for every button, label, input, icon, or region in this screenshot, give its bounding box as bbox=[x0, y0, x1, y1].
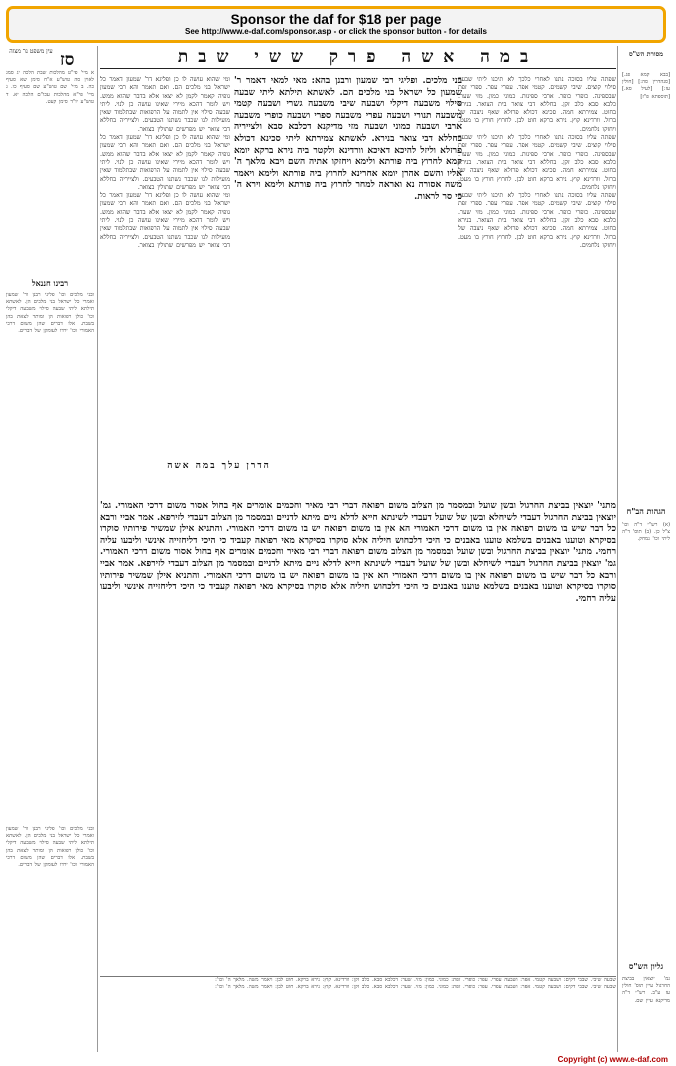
rashi-text-continued: שפתה עליו בסוכה נתנו לאחרי כלכך לא תיכנו ליתי שבעה סילוי קוצים. שיבי קשמים. קטמי אפר. עפרי עפר. ספרי זפת שבספינה. כופרי כופר. ארבי ספינות. כמוני כמון. מזי שער. כלבא סבא כלב זקן. בחללא דבי צואר בית הצואר. בנירא בחוט. צמירתא חמה. סכינא דכולא פרזלא שאף ניצבה של ברזל. וורדינא קוץ. נירא ברקא חוט לבן. לחרוץ חורץ בו מעט. ויחזקו נלחמים. bbox=[458, 134, 616, 191]
tosfos-column bbox=[100, 76, 230, 481]
hadran-label: הדרן עלך במה אשה bbox=[167, 461, 271, 471]
copyright-notice[interactable]: Copyright (c) www.e-daf.com bbox=[557, 1055, 668, 1064]
right-margin-column bbox=[620, 46, 672, 1052]
tosfos-text-continued: ומי שהוא עושה לו כן ופליגא דר' שמעון דאמר כל ישראל בני מלכים הם. ואם תאמר והא רבי שמעון גופיה קאמר לקמן לא יצאו אלא בדבר שהוא ממש. ויש לומר דהכא מיירי שאינו עושה כן לנוי. ליתי שבעה סילוי אין לתמוה על הרפואות שבתלמוד שאין מועילות לנו שכבר נשתנו הטבעים. ולצייריה בחללא דבי צואר יש מפרשים שתולין בצואר. bbox=[100, 134, 230, 191]
rashi-text: שפתה עליו בסוכה נתנו לאחרי כלכך לא תיכנו ליתי שבעה סילוי קוצים. שיבי קשמים. קטמי אפר. עפרי עפר. ספרי זפת שבספינה. כופרי כופר. ארבי ספינות. כמוני כמון. מזי שער. כלבא סבא כלב זקן. בחללא דבי צואר בית הצואר. בנירא בחוט. צמירתא חמה. סכינא דכולא פרזלא שאף ניצבה של ברזל. וורדינא קוץ. נירא ברקא חוט לבן. לחרוץ חורץ בו מעט. ויחזקו נלחמים. bbox=[458, 76, 616, 133]
right-divider bbox=[617, 46, 618, 1052]
ein-mishpat-label: עין משפט נר מצוה bbox=[9, 48, 53, 55]
sponsor-banner[interactable] bbox=[6, 6, 666, 43]
mishna-text: מתני' יוצאין בביצת החרגול ובשן שועל ובמסמר מן הצלוב משום רפואה דברי רבי מאיר וחכמים אומרים אף בחול אסור משום דרכי האמורי. גמ' יוצאין בביצת החרגול דעבדי לשיחלא ובשן של שועל דעבדי לשינתא חייא לדלא ניים מיתא לדניים ובמסמר מן הצלוב דעבדי לזירפא. אמר אביי ורבא כל דבר שיש בו משום רפואה אין בו משום דרכי האמורי הא אין בו משום רפואה יש בו משום דרכי האמורי. והתניא אילן שמשיר פירותיו סוקרו בסיקרא וטוענו באבנים בשלמא טוענו באבנים כי היכי דלכחוש חיליה אלא סוקרו בסיקרא מאי רפואה קעביד כי היכי דליחזייה אינשי וליבעו עליה רחמי. bbox=[100, 501, 616, 558]
tosfos-text-continued-2: ומי שהוא עושה לו כן ופליגא דר' שמעון דאמר כל ישראל בני מלכים הם. ואם תאמר והא רבי שמעון גופיה קאמר לקמן לא יצאו אלא בדבר שהוא ממש. ויש לומר דהכא מיירי שאינו עושה כן לנוי. ליתי שבעה סילוי אין לתמוה על הרפואות שבתלמוד שאין מועילות לנו שכבר נשתנו הטבעים. ולצייריה בחללא דבי צואר יש מפרשים שתולין בצואר. bbox=[100, 192, 230, 249]
chananel-text: ובני מלכים וכו' פליגי רבנן ור' שמעון ואמרי כל ישראל בני מלכים הן. לאשתא תילתא ליתי שבעה סילוי משבעה דיקלי וכו' כולן רפואות הן ומותר לצאת בהן בשבת. אלו דברים שהן משום דרכי האמורי וכו' ירדו לעומקן של דברים. bbox=[6, 292, 94, 335]
chananel-label: רבינו חננאל bbox=[31, 278, 69, 288]
gemara-lower bbox=[100, 501, 616, 971]
tosfos-text: ומי שהוא עושה לו כן ופליגא דר' שמעון דאמר כל ישראל בני מלכים הם. ואם תאמר והא רבי שמעון גופיה קאמר לקמן לא יצאו אלא בדבר שהוא ממש. ויש לומר דהכא מיירי שאינו עושה כן לנוי. ליתי שבעה סילוי אין לתמוה על הרפואות שבתלמוד שאין מועילות לנו שכבר נשתנו הטבעים. ולצייריה בחללא דבי צואר יש מפרשים שתולין בצואר. bbox=[100, 76, 230, 133]
left-divider bbox=[97, 46, 98, 1052]
sponsor-title[interactable]: Sponsor the daf for $18 per page bbox=[230, 12, 442, 27]
mishna-text-continued: מתני' יוצאין בביצת החרגול ובשן שועל ובמסמר מן הצלוב משום רפואה דברי רבי מאיר וחכמים אומרים אף בחול אסור משום דרכי האמורי. גמ' יוצאין בביצת החרגול דעבדי לשיחלא ובשן של שועל דעבדי לשינתא חייא לדלא ניים מיתא לדניים ובמסמר מן הצלוב דעבדי לזירפא. אמר אביי ורבא כל דבר שיש בו משום רפואה אין בו משום דרכי האמורי הא אין בו משום רפואה יש בו משום דרכי האמורי. והתניא אילן שמשיר פירותיו סוקרו בסיקרא וטוענו באבנים בשלמא טוענו באבנים כי היכי דלכחוש חיליה אלא סוקרו בסיקרא מאי רפואה קעביד כי היכי דליחזייה אינשי וליבעו עליה רחמי. bbox=[100, 547, 616, 604]
gemara-upper: בני מלכים. ופליגי רבי שמעון ורבנן בהא: מאי למאי דאמר ר' שמעון כל ישראל בני מלכים הם. לאשתא תילתא ליתי שבעה סילוי משבעה דיקלי ושבעה שיבי משבעה גשרי ושבעה קטמי משבעה תנורי ושבעה עפרי משבעה ספרי ושבעה כופרי משבעה ארבי ושבעה כמוני ושבעה מזי מדיקנא דכלבא סבא ולצייריה בחללא דבי צואר בנירא. לאשתא צמירתא ליתי סכינא דכולא פרזלא וליזל להיכא דאיכא וורדינא ולקטר ביה נירא ברקא יומא קמא לחרוץ ביה פורתא ולימא ויחזקו אתיה השם ויבא מלאך ה' אליו והשם אהרן יומא אחרינא לחרוץ ביה פורתא ולימא ויאמר משה אסורה נא ואראה למחר לחרוץ ביה פורתא ולימא וירא ה' כי סר לראות. bbox=[234, 76, 462, 202]
hagahot-text: (א) רש"י ד"ה וכו' צ"ל כן. (ב) תוס' ד"ה ליתי וכו' נמחק. bbox=[622, 522, 670, 543]
hagahot-label: הגהות הב"ח bbox=[626, 506, 666, 516]
left-margin-column bbox=[4, 46, 96, 1052]
ein-mishpat-text: א מיי' פי"ט מהלכות שבת הלכה יג סמג לאוין סה טוש"ע א"ח סימן שא סעיף כה. ב מיי' שם טוש"ע שם סעיף כו. ג מיי' פי"א מהלכות עכו"ם הלכה יא. ד טוש"ע יו"ד סימן קעט. bbox=[6, 70, 94, 105]
gilyon-label: גליון הש"ס bbox=[628, 961, 664, 971]
bottom-notes-text: שבעה שיבי. שבבי דקים: ושבעה קטמי. אפר: ושבעה עפרי. עפר: כופרי. זפת: כמוני. כמון: מזי. שער: דכלבא סבא. כלב זקן: וורדינא. קוץ: נירא ברקא. חוט לבן: ויאמר משה. מלאך ה' וכו': bbox=[215, 977, 616, 983]
bottom-notes-text-continued: שבעה שיבי. שבבי דקים: ושבעה קטמי. אפר: ושבעה עפרי. עפר: כופרי. זפת: כמוני. כמון: מזי. שער: דכלבא סבא. כלב זקן: וורדינא. קוץ: נירא ברקא. חוט לבן: ויאמר משה. מלאך ה' וכו': bbox=[215, 984, 616, 991]
sponsor-subtitle[interactable]: See http://www.e-daf.com/sponsor.asp - or click the sponsor button - for details bbox=[185, 27, 487, 36]
masoret-hashas-text: [בבא קמא פג.] [סנהדרין סה:] [חולין עז:] [לעיל סא.] [תוספתא פ"ז] bbox=[622, 72, 670, 100]
rashi-column bbox=[458, 76, 616, 496]
bottom-notes bbox=[100, 976, 616, 1037]
chapter-title: במה אשה פרק ששי שבת bbox=[177, 47, 539, 67]
rashi-text-continued-2: שפתה עליו בסוכה נתנו לאחרי כלכך לא תיכנו ליתי שבעה סילוי קוצים. שיבי קשמים. קטמי אפר. עפרי עפר. ספרי זפת שבספינה. כופרי כופר. ארבי ספינות. כמוני כמון. מזי שער. כלבא סבא כלב זקן. בחללא דבי צואר בית הצואר. בנירא בחוט. צמירתא חמה. סכינא דכולא פרזלא שאף ניצבה של ברזל. וורדינא קוץ. נירא ברקא חוט לבן. לחרוץ חורץ בו מעט. ויחזקו נלחמים. bbox=[458, 192, 616, 249]
header-rule bbox=[100, 68, 616, 69]
talmud-page bbox=[4, 46, 672, 1052]
chananel-text-continued: ובני מלכים וכו' פליגי רבנן ור' שמעון ואמרי כל ישראל בני מלכים הן. לאשתא תילתא ליתי שבעה סילוי משבעה דיקלי וכו' כולן רפואות הן ומותר לצאת בהן בשבת. אלו דברים שהן משום דרכי האמורי וכו' ירדו לעומקן של דברים. bbox=[6, 826, 94, 869]
masoret-hashas-label: מסורת הש"ס bbox=[628, 50, 664, 58]
gilyon-text: גמ' יוצאין בביצת החרגול עיין תוס' חולין עז ע"ב. רש"י ד"ה מדיקנא עיין שם. bbox=[622, 976, 670, 1004]
daf-number: סז bbox=[60, 50, 75, 70]
